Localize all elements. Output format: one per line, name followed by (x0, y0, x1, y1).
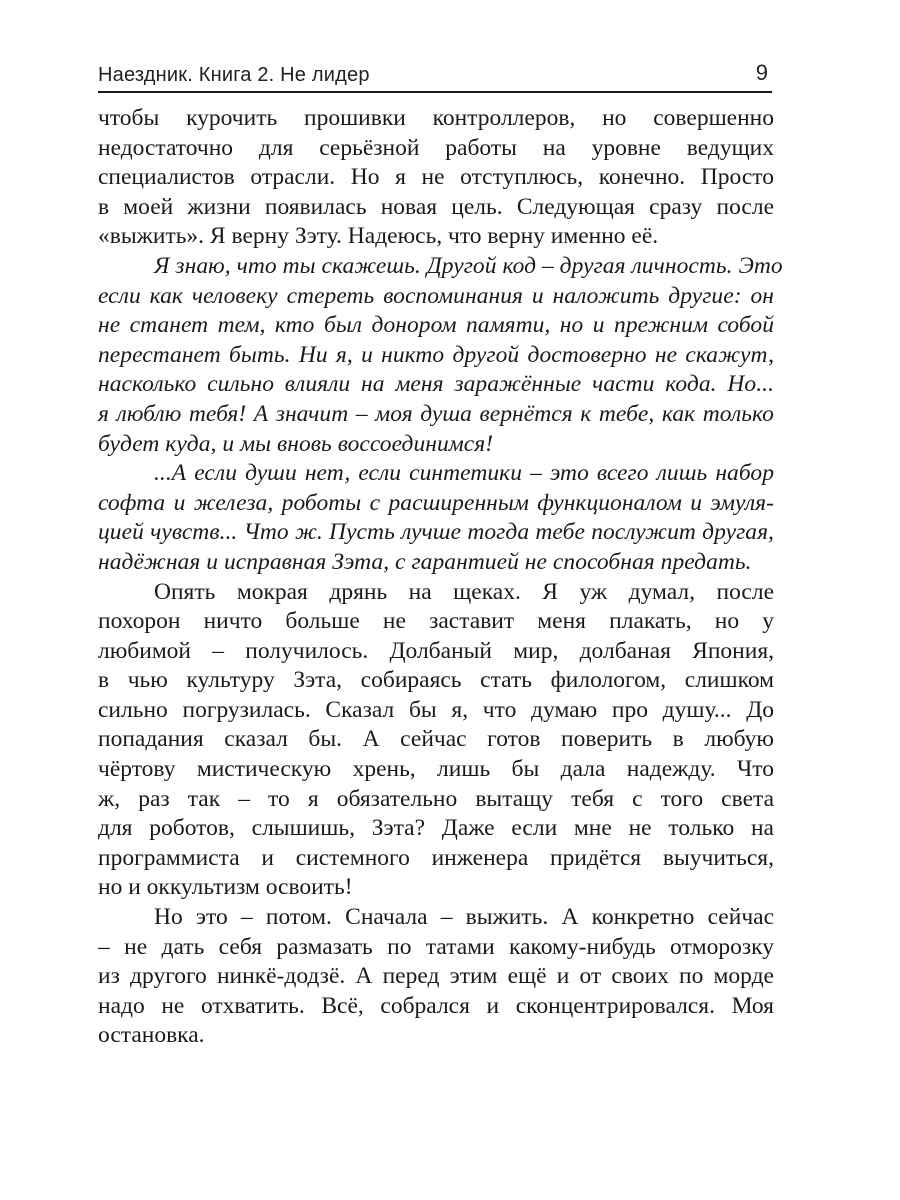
text-line: похорон ничто больше не заставит меня плакать, но у (98, 608, 774, 635)
text-line: ж, раз так – то я обязательно вытащу тебя с того света (98, 785, 774, 812)
running-header (98, 58, 772, 90)
text-line: для роботов, слышишь, Зэта? Даже если мне не только на (98, 815, 774, 842)
text-line: Но это – потом. Сначала – выжить. А конкретно сейчас (154, 904, 774, 931)
text-line: любимой – получилось. Долбаный мир, долбаная Япония, (98, 637, 774, 664)
text-line: я люблю тебя! А значит – моя душа вернётся к тебе, как только (98, 400, 774, 427)
text-line: но и оккультизм освоить! (98, 874, 353, 901)
text-line: будет куда, и мы вновь воссоединимся! (98, 430, 494, 457)
header-divider (98, 91, 772, 93)
text-line: остановка. (98, 1022, 205, 1049)
text-line: перестанет быть. Ни я, и никто другой достоверно не скажут, (98, 341, 774, 368)
page-number: 9 (755, 60, 768, 85)
text-line: насколько сильно влияли на меня заражённые части кода. Но... (98, 371, 774, 398)
text-line: ...А если души нет, если синтетики – это всего лишь набор (154, 460, 774, 487)
text-line: не станет тем, кто был донором памяти, но и прежним собой (98, 312, 774, 339)
text-line: – не дать себя размазать по татами какому-нибудь отморозку (98, 933, 774, 960)
text-line: Опять мокрая дрянь на щеках. Я уж думал, после (154, 578, 774, 605)
text-line: цией чувств... Что ж. Пусть лучше тогда тебе послужит другая, (98, 519, 774, 546)
book-title: Наездник. Книга 2. Не лидер (98, 64, 370, 86)
text-line: чтобы курочить прошивки контроллеров, но совершенно (98, 105, 774, 131)
text-line: чёртову мистическую хрень, лишь бы дала надежду. Что (98, 756, 774, 783)
text-line: недостаточно для серьёзной работы на уровне ведущих (98, 134, 774, 161)
text-line: надо не отхватить. Всё, собрался и сконцентрировался. Моя (98, 992, 774, 1019)
text-line: программиста и системного инженера придётся выучиться, (98, 844, 774, 871)
text-line: если как человеку стереть воспоминания и наложить другие: он (98, 282, 774, 309)
text-line: специалистов отрасли. Но я не отступлюсь, конечно. Просто (98, 164, 774, 191)
text-line: «выжить». Я верну Зэту. Надеюсь, что верну именно её. (98, 223, 659, 250)
text-line: попадания сказал бы. А сейчас готов поверить в любую (98, 726, 774, 753)
text-line: софта и железа, роботы с расширенным функционалом и эмуля- (98, 489, 774, 516)
text-line: в моей жизни появилась новая цель. Следующая сразу после (98, 193, 774, 220)
text-line: надёжная и исправная Зэта, с гарантией не способная предать. (98, 548, 752, 575)
text-line: в чью культуру Зэта, собираясь стать филологом, слишком (98, 667, 774, 694)
text-line: из другого нинкё-додзё. А перед этим ещё и от своих по морде (98, 963, 774, 990)
text-line: сильно погрузилась. Сказал бы я, что думаю про душу... До (98, 696, 774, 723)
text-line: Я знаю, что ты скажешь. Другой код – другая личность. Это (154, 252, 783, 279)
page-body (98, 104, 783, 1051)
